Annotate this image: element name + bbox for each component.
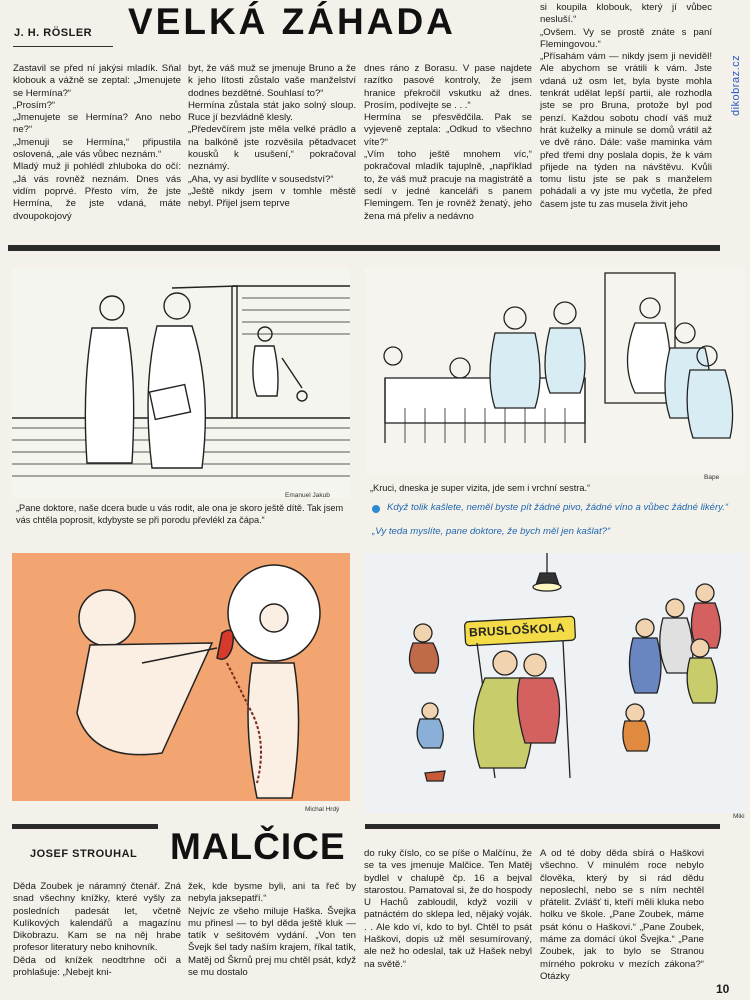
cartoon-skating-school — [365, 553, 745, 813]
article2-column-4: A od té doby děda sbírá o Haškovi všechno. V minulém roce nebylo člověka, který by si rád dědu neposlechl, nebo se s ním nechtěl přátelit. Zvlášť ti, kteří měli kluka nebo holku ve škole. „Pane Zoubek, máme psát kónu o Haškovi.“ „Pane Zoubek, máme za domácí úkol Švejka.“ „Pane Zoubek, jak to bylo se Stranou mírného pokroku v mezích zákona?“ Otázky — [540, 848, 704, 982]
article2-column-2: žek, kde bysme byli, ani ta řeč by nebyla jaksepatří.“ Nejvíc ze všeho miluje Haška. Švejka mu přinesl — to byl děda ještě kluk — tatík v sešitovém vydání. „Von ten Švejk šel tady naším krajem, říkal tatík, Matěj od Škrnů prej mu chtěl psát, když se mu dostalo — [188, 881, 356, 979]
cartoon-credit-michal-hrdy: Michal Hrdý — [305, 806, 340, 813]
article1-column-4: si koupila klobouk, který jí vůbec nesluší.“ „Ovšem. Vy se prostě znáte s paní Flemingovou.“ „Přísahám vám — nikdy jsem ji neviděl! Ale abychom se vrátili k vám. Jste vdaná už osm let, byla byste mohla tenkrát udělat lepší partii, ale rozhodla jste se pro Bruna, protože byl pod penzí. Každou sobotu chodí váš muž hrát kuželky a minule se domů vrátil až ve dvě ráno. Dále: vaše maminka vám před třemi dny poslala dopis, že k vám přijede na týden na návštěvu. Kvůli tomu listu jste se pak s manželem pohádali a vy jste mu vyčetla, že před časem jste tu zas musela živit jeho — [540, 2, 712, 210]
cartoon-hospital-visit — [365, 268, 745, 473]
title-rule-left — [13, 46, 113, 47]
section-divider-bottom-right — [365, 824, 720, 829]
cartoon-caption-hospital-visit: „Kruci, dneska je super vizita, jde sem i vrchní sestra.“ — [370, 483, 591, 493]
cartoon-telephone-call — [12, 553, 350, 801]
article1-title: VELKÁ ZÁHADA — [128, 1, 456, 42]
cartoon-credit-miki: Miki — [733, 813, 745, 820]
skating-school-sign: BRUSLOŠKOLA — [468, 620, 566, 640]
dialog-line-2: „Vy teda myslíte, pane doktore, že bych měl jen kašlat?“ — [372, 526, 611, 537]
section-divider-top — [8, 245, 720, 251]
article1-author: J. H. RÖSLER — [14, 27, 93, 39]
article2-title: MALČICE — [170, 826, 346, 867]
article1-column-1: Zastavil se před ní jakýsi mladík. Sňal klobouk a vážně se zeptal: „Jmenujete se Hermína?“ „Prosím?“ „Jmenujete se Hermína? Ano nebo ne?“ „Jmenuji se Hermína,“ připustila oslovená, „ale vás vůbec neznám.“ Mladý muž ji pohlédl zhluboka do očí: „Já vás rovněž neznám. Dnes vás vidím poprvé. Přesto vím, že jste Hermína, že jste vdaná, máte dvoupokojový — [13, 63, 181, 222]
article2-author: JOSEF STROUHAL — [30, 848, 138, 860]
cartoon-caption-doctor-stork: „Pane doktore, naše dcera bude u vás rodit, ale ona je skoro ještě dítě. Tak jsem vás chtěla poprosit, kdybyste se při porodu převlékl za čápa.“ — [16, 503, 344, 525]
dialog-line-1: Když tolik kašlete, neměl byste pít žádné pivo, žádné víno a vůbec žádné likéry.“ — [387, 502, 729, 513]
article2-column-1: Děda Zoubek je náramný čtenář. Zná snad všechny knížky, které vyšly za posledních padesát let, včetně Kulíkových kalendářů a magazínu Dikobrazu. Kam se na něj hrabe profesor literatury nebo knihovník. Děda od knížek neodtrhne oči a prohlašuje: „Nebejt kni- — [13, 881, 181, 979]
section-divider-bottom-left — [12, 824, 158, 829]
cartoon-doctor-stork — [12, 268, 350, 498]
page-number: 10 — [716, 982, 730, 996]
cartoon-credit-emanuel-jakub: Emanuel Jakub — [285, 492, 330, 499]
article2-column-3: do ruky číslo, co se píše o Malčínu, že se ta ves jmenuje Malčice. Ten Matěj bydlel v chalupě čp. 16 a bejval starostou. Pamatoval si, že do hospody U Hachů zabloudil, když vozili v patnáctém do sklepa led, nějaký voják. . . Ale kdo ví, kdo to byl. Chtěl to psát Haškovi, dopis už měl sesumírovaný, ale než ho odeslal, tak už Hašek nebyl na světě.“ — [364, 848, 532, 970]
bullet-dot-icon — [372, 505, 380, 513]
cartoon-credit-bape: Bape — [704, 474, 720, 481]
watermark: dikobraz.cz — [730, 54, 742, 116]
article1-column-3: dnes ráno z Borasu. V pase najdete razítko pasové kontroly, že jsem hranice překročil vskutku až dnes. Prosím, podívejte se . . .“ Hermína se přesvědčila. Pak se vyjeveně zeptala: „Odkud to všechno víte?“ „Vím toho ještě mnohem víc,“ pokračoval mladík tajuplně, „například to, že váš muž pracuje na magistrátě a sedí v jedné kanceláři s panem Flemingem. Ten je rovněž ženatý, jeho žena má přeliv a nedávno — [364, 63, 532, 222]
article1-column-2: byt, že váš muž se jmenuje Bruno a že k jeho lítosti zůstalo vaše manželství dodnes bezdětné. Souhlasí to?“ Hermína zůstala stát jako solný sloup. Ruce jí bezvládně klesly. „Předevčírem jste měla velké prádlo a na balkóně jste rozvěsila pětadvacet kousků k usušení,“ pokračoval neznámý. „Aha, vy asi bydlíte v sousedství?“ „Ještě nikdy jsem v tomhle městě nebyl. Přijel jsem teprve — [188, 63, 356, 210]
